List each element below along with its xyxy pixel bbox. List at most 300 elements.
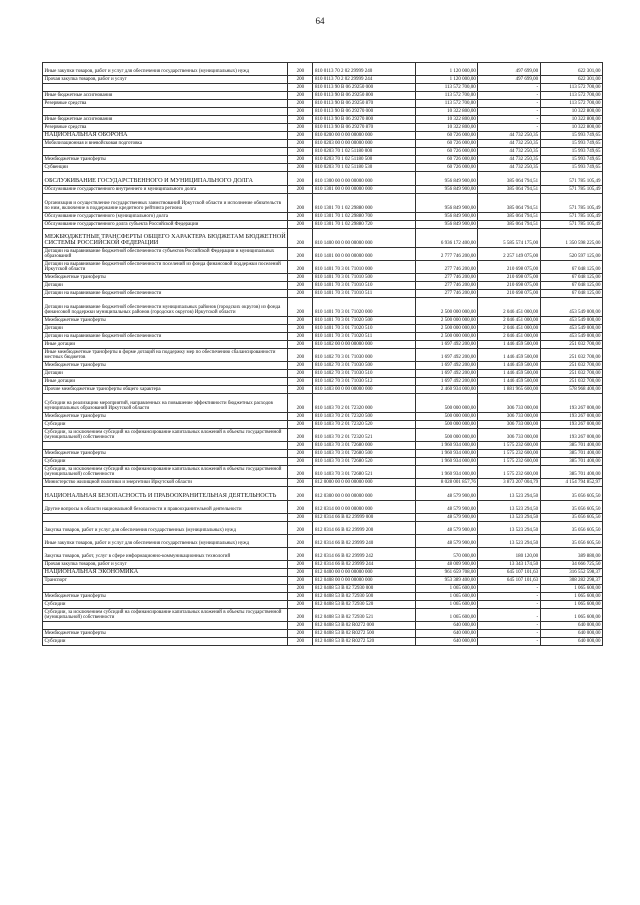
budget-classification-code-cell: 810 1402 70 3 01 71030 500 <box>313 362 416 370</box>
table-row <box>43 298 603 317</box>
executed-amount-cell: 385 064 794,51 <box>478 186 540 194</box>
planned-amount-cell: 277 746 200,00 <box>415 274 477 282</box>
planned-amount-cell: 956 849 900,00 <box>415 186 477 194</box>
admin-code-cell: 200 <box>288 100 313 108</box>
table-row <box>43 466 603 479</box>
row-name-cell: Субсидии на реализацию мероприятий, направленных на повышение эффективности бюджетных расходов муниципальных образований Иркутской области <box>43 394 288 413</box>
admin-code-cell: 200 <box>288 194 313 213</box>
table-row <box>43 282 603 290</box>
executed-amount-cell: 1 446 459 500,00 <box>478 349 540 362</box>
admin-code-cell: 200 <box>288 638 313 646</box>
table-row <box>43 194 603 213</box>
executed-amount-cell: 2 257 149 075,00 <box>478 248 540 261</box>
row-name-cell: Субсидии <box>43 421 288 429</box>
row-name-cell: НАЦИОНАЛЬНАЯ БЕЗОПАСНОСТЬ И ПРАВООХРАНИТЕЛЬНАЯ ДЕЯТЕЛЬНОСТЬ <box>43 487 288 501</box>
budget-classification-code-cell: 812 0408 53 В 02 72930 521 <box>313 609 416 622</box>
remainder-amount-cell: 453 549 000,00 <box>540 317 602 325</box>
remainder-amount-cell: 67 048 125,00 <box>540 274 602 282</box>
admin-code-cell: 200 <box>288 341 313 349</box>
budget-classification-code-cell: 812 0314 66 В 02 29999 240 <box>313 535 416 548</box>
row-name-cell: НАЦИОНАЛЬНАЯ ОБОРОНА <box>43 132 288 140</box>
row-name-cell: Дотации <box>43 370 288 378</box>
row-name-cell <box>43 442 288 450</box>
table-row <box>43 593 603 601</box>
row-name-cell: Иные бюджетные ассигнования <box>43 116 288 124</box>
planned-amount-cell: 956 849 900,00 <box>415 221 477 229</box>
table-row <box>43 522 603 535</box>
planned-amount-cell: 60 726 000,00 <box>415 156 477 164</box>
admin-code-cell: 200 <box>288 140 313 148</box>
remainder-amount-cell: 35 056 605,50 <box>540 487 602 501</box>
executed-amount-cell: 645 107 101,63 <box>478 577 540 585</box>
table-row <box>43 362 603 370</box>
executed-amount-cell: 385 064 794,51 <box>478 213 540 221</box>
admin-code-cell: 200 <box>288 622 313 630</box>
remainder-amount-cell: 251 032 700,00 <box>540 362 602 370</box>
row-name-cell: Обслуживание государственного внутреннего и муниципального долга <box>43 186 288 194</box>
row-name-cell: Прочая закупка товаров, работ и услуг <box>43 76 288 84</box>
planned-amount-cell: 2 460 934 000,00 <box>415 386 477 394</box>
admin-code-cell: 200 <box>288 601 313 609</box>
budget-classification-code-cell: 810 0113 90 В 06 29250 870 <box>313 100 416 108</box>
planned-amount-cell: 1 065 600,00 <box>415 585 477 593</box>
budget-classification-code-cell: 812 0314 00 0 00 00000 000 <box>313 501 416 514</box>
table-row <box>43 100 603 108</box>
table-row <box>43 132 603 140</box>
remainder-amount-cell: 453 549 000,00 <box>540 298 602 317</box>
row-name-cell: Межбюджетные трансферты <box>43 413 288 421</box>
budget-classification-code-cell: 812 0314 66 В 02 29999 200 <box>313 522 416 535</box>
remainder-amount-cell: 1 065 600,00 <box>540 609 602 622</box>
admin-code-cell: 200 <box>288 569 313 577</box>
budget-classification-code-cell: 812 0408 53 В 02 R0272 500 <box>313 630 416 638</box>
row-name-cell: НАЦИОНАЛЬНАЯ ЭКОНОМИКА <box>43 569 288 577</box>
budget-classification-code-cell: 810 1301 00 0 00 00000 000 <box>313 186 416 194</box>
planned-amount-cell: 1 697 492 200,00 <box>415 341 477 349</box>
row-name-cell <box>43 84 288 92</box>
budget-classification-code-cell: 810 1402 70 3 01 71030 000 <box>313 349 416 362</box>
planned-amount-cell: 1 065 600,00 <box>415 593 477 601</box>
row-name-cell <box>43 108 288 116</box>
table-row <box>43 164 603 172</box>
budget-execution-table <box>42 62 603 646</box>
admin-code-cell: 200 <box>288 421 313 429</box>
remainder-amount-cell: 640 000,00 <box>540 638 602 646</box>
planned-amount-cell: 113 572 700,00 <box>415 92 477 100</box>
row-name-cell: Межбюджетные трансферты <box>43 362 288 370</box>
admin-code-cell: 200 <box>288 76 313 84</box>
budget-classification-code-cell: 812 0300 00 0 00 00000 000 <box>313 487 416 501</box>
row-name-cell: Субсидии <box>43 638 288 646</box>
remainder-amount-cell: 622 301,00 <box>540 63 602 76</box>
remainder-amount-cell: 15 993 749,65 <box>540 156 602 164</box>
remainder-amount-cell: 251 032 700,00 <box>540 341 602 349</box>
planned-amount-cell: 2 500 000 000,00 <box>415 298 477 317</box>
budget-classification-code-cell: 810 0203 70 1 02 51180 500 <box>313 156 416 164</box>
budget-classification-code-cell: 812 0000 00 0 00 00000 000 <box>313 479 416 487</box>
executed-amount-cell: - <box>478 92 540 100</box>
row-name-cell: Межбюджетные трансферты <box>43 156 288 164</box>
planned-amount-cell: 48 579 900,00 <box>415 501 477 514</box>
table-row <box>43 370 603 378</box>
remainder-amount-cell: 578 968 400,00 <box>540 386 602 394</box>
executed-amount-cell: 1 446 459 500,00 <box>478 341 540 349</box>
remainder-amount-cell: 34 666 725,50 <box>540 561 602 569</box>
remainder-amount-cell: 389 880,00 <box>540 548 602 561</box>
executed-amount-cell: - <box>478 593 540 601</box>
executed-amount-cell: 5 585 574 175,00 <box>478 229 540 248</box>
remainder-amount-cell: 316 552 598,37 <box>540 569 602 577</box>
admin-code-cell: 200 <box>288 450 313 458</box>
table-row <box>43 548 603 561</box>
executed-amount-cell: - <box>478 601 540 609</box>
row-name-cell <box>43 622 288 630</box>
executed-amount-cell: 497 699,00 <box>478 63 540 76</box>
table-body <box>43 63 603 646</box>
admin-code-cell: 200 <box>288 535 313 548</box>
table-row <box>43 638 603 646</box>
admin-code-cell: 200 <box>288 213 313 221</box>
budget-classification-code-cell: 812 0408 53 В 02 72930 000 <box>313 585 416 593</box>
executed-amount-cell: 2 046 451 000,00 <box>478 317 540 325</box>
table-row <box>43 248 603 261</box>
executed-amount-cell: 44 732 250,35 <box>478 164 540 172</box>
executed-amount-cell: - <box>478 108 540 116</box>
executed-amount-cell: 306 733 000,00 <box>478 429 540 442</box>
admin-code-cell: 200 <box>288 378 313 386</box>
executed-amount-cell: - <box>478 638 540 646</box>
executed-amount-cell: 210 698 075,00 <box>478 261 540 274</box>
executed-amount-cell: 13 343 174,50 <box>478 561 540 569</box>
executed-amount-cell: 1 881 965 600,00 <box>478 386 540 394</box>
executed-amount-cell: 497 699,00 <box>478 76 540 84</box>
remainder-amount-cell: 193 267 000,00 <box>540 429 602 442</box>
table-row <box>43 92 603 100</box>
row-name-cell <box>43 148 288 156</box>
table-row <box>43 290 603 298</box>
admin-code-cell: 200 <box>288 487 313 501</box>
table-row <box>43 76 603 84</box>
budget-classification-code-cell: 812 0314 66 В 02 29999 244 <box>313 561 416 569</box>
remainder-amount-cell: 251 032 700,00 <box>540 370 602 378</box>
row-name-cell: Прочие межбюджетные трансферты общего характера <box>43 386 288 394</box>
row-name-cell: Резервные средства <box>43 124 288 132</box>
admin-code-cell: 200 <box>288 282 313 290</box>
executed-amount-cell: 306 733 000,00 <box>478 413 540 421</box>
remainder-amount-cell: 1 065 600,00 <box>540 585 602 593</box>
executed-amount-cell: 210 698 075,00 <box>478 274 540 282</box>
planned-amount-cell: 2 500 000 000,00 <box>415 317 477 325</box>
table-row <box>43 458 603 466</box>
budget-classification-code-cell: 810 1401 70 3 01 71020 511 <box>313 333 416 341</box>
planned-amount-cell: 2 777 746 200,00 <box>415 248 477 261</box>
remainder-amount-cell: 453 549 000,00 <box>540 333 602 341</box>
executed-amount-cell: 2 046 451 000,00 <box>478 325 540 333</box>
admin-code-cell: 200 <box>288 413 313 421</box>
remainder-amount-cell: 10 322 800,00 <box>540 108 602 116</box>
planned-amount-cell: 60 726 000,00 <box>415 148 477 156</box>
budget-classification-code-cell: 810 1402 70 3 01 71030 510 <box>313 370 416 378</box>
executed-amount-cell: 210 698 075,00 <box>478 290 540 298</box>
budget-classification-code-cell: 810 0203 70 1 02 51180 530 <box>313 164 416 172</box>
planned-amount-cell: 1 960 934 000,00 <box>415 450 477 458</box>
remainder-amount-cell: 385 701 400,00 <box>540 442 602 450</box>
planned-amount-cell: 1 960 934 000,00 <box>415 458 477 466</box>
admin-code-cell: 200 <box>288 63 313 76</box>
budget-classification-code-cell: 812 0314 66 В 02 29999 242 <box>313 548 416 561</box>
admin-code-cell: 200 <box>288 593 313 601</box>
row-name-cell: Субсидии <box>43 458 288 466</box>
remainder-amount-cell: 453 549 000,00 <box>540 325 602 333</box>
remainder-amount-cell: 35 056 605,50 <box>540 522 602 535</box>
budget-classification-code-cell: 810 1403 70 2 01 72320 520 <box>313 421 416 429</box>
row-name-cell: МЕЖБЮДЖЕТНЫЕ ТРАНСФЕРТЫ ОБЩЕГО ХАРАКТЕРА БЮДЖЕТАМ БЮДЖЕТНОЙ СИСТЕМЫ РОССИЙСКОЙ ФЕДЕРАЦИИ <box>43 229 288 248</box>
admin-code-cell: 200 <box>288 514 313 522</box>
table-row <box>43 487 603 501</box>
table-row <box>43 172 603 186</box>
remainder-amount-cell: 193 267 000,00 <box>540 421 602 429</box>
executed-amount-cell: 180 120,00 <box>478 548 540 561</box>
planned-amount-cell: 1 697 492 200,00 <box>415 378 477 386</box>
budget-classification-code-cell: 810 1301 70 1 02 29880 720 <box>313 221 416 229</box>
table-row <box>43 630 603 638</box>
remainder-amount-cell: 640 000,00 <box>540 622 602 630</box>
table-row <box>43 429 603 442</box>
executed-amount-cell: 1 446 459 500,00 <box>478 362 540 370</box>
row-name-cell: Иные закупки товаров, работ и услуг для обеспечения государственных (муниципальных) нужд <box>43 535 288 548</box>
planned-amount-cell: 2 500 000 000,00 <box>415 333 477 341</box>
executed-amount-cell: 645 107 101,63 <box>478 569 540 577</box>
table-row <box>43 229 603 248</box>
budget-classification-code-cell: 812 0408 53 В 02 72930 500 <box>313 593 416 601</box>
budget-classification-code-cell: 810 1401 70 3 01 71020 000 <box>313 298 416 317</box>
table-row <box>43 378 603 386</box>
executed-amount-cell: 385 064 794,51 <box>478 172 540 186</box>
row-name-cell: Дотации на выравнивание бюджетной обеспеченности <box>43 333 288 341</box>
executed-amount-cell: 2 046 451 000,00 <box>478 333 540 341</box>
executed-amount-cell: 385 064 794,51 <box>478 194 540 213</box>
planned-amount-cell: 953 389 400,00 <box>415 577 477 585</box>
planned-amount-cell: 2 500 000 000,00 <box>415 325 477 333</box>
table-row <box>43 274 603 282</box>
admin-code-cell: 200 <box>288 501 313 514</box>
planned-amount-cell: 640 000,00 <box>415 630 477 638</box>
row-name-cell: Обслуживание государственного (муниципального) долга <box>43 213 288 221</box>
row-name-cell <box>43 585 288 593</box>
row-name-cell: Субсидии <box>43 601 288 609</box>
planned-amount-cell: 277 746 200,00 <box>415 282 477 290</box>
budget-classification-code-cell: 810 1401 70 3 01 71010 511 <box>313 290 416 298</box>
table-row <box>43 601 603 609</box>
planned-amount-cell: 1 697 492 200,00 <box>415 370 477 378</box>
planned-amount-cell: 500 000 000,00 <box>415 394 477 413</box>
row-name-cell: Дотации <box>43 325 288 333</box>
remainder-amount-cell: 35 056 605,50 <box>540 535 602 548</box>
remainder-amount-cell: 571 785 105,49 <box>540 172 602 186</box>
admin-code-cell: 200 <box>288 585 313 593</box>
planned-amount-cell: 113 572 700,00 <box>415 84 477 92</box>
planned-amount-cell: 48 579 900,00 <box>415 535 477 548</box>
table-row <box>43 333 603 341</box>
executed-amount-cell: - <box>478 124 540 132</box>
admin-code-cell: 200 <box>288 248 313 261</box>
row-name-cell: Иные закупки товаров, работ и услуг для обеспечения государственных (муниципальных) нужд <box>43 63 288 76</box>
table-row <box>43 577 603 585</box>
row-name-cell: Субсидии, за исключением субсидий на софинансирование капитальных вложений в объекты государственной (муниципальной) собственности <box>43 466 288 479</box>
remainder-amount-cell: 622 301,00 <box>540 76 602 84</box>
budget-classification-code-cell: 812 0408 53 В 02 R0272 000 <box>313 622 416 630</box>
admin-code-cell: 200 <box>288 370 313 378</box>
executed-amount-cell: 1 575 232 600,00 <box>478 458 540 466</box>
remainder-amount-cell: 251 032 700,00 <box>540 378 602 386</box>
remainder-amount-cell: 193 267 000,00 <box>540 394 602 413</box>
row-name-cell: Межбюджетные трансферты <box>43 317 288 325</box>
table-row <box>43 622 603 630</box>
planned-amount-cell: 48 579 900,00 <box>415 514 477 522</box>
executed-amount-cell: 3 873 207 004,79 <box>478 479 540 487</box>
planned-amount-cell: 113 572 700,00 <box>415 100 477 108</box>
row-name-cell: Межбюджетные трансферты <box>43 450 288 458</box>
executed-amount-cell: 13 523 294,50 <box>478 535 540 548</box>
budget-classification-code-cell: 812 0400 00 0 00 00000 000 <box>313 569 416 577</box>
executed-amount-cell: 13 523 294,50 <box>478 514 540 522</box>
row-name-cell: Межбюджетные трансферты <box>43 630 288 638</box>
executed-amount-cell: 1 446 459 500,00 <box>478 370 540 378</box>
remainder-amount-cell: 10 322 800,00 <box>540 124 602 132</box>
admin-code-cell: 200 <box>288 442 313 450</box>
executed-amount-cell: - <box>478 585 540 593</box>
executed-amount-cell: 385 064 794,51 <box>478 221 540 229</box>
planned-amount-cell: 6 936 172 400,00 <box>415 229 477 248</box>
table-row <box>43 609 603 622</box>
executed-amount-cell: - <box>478 100 540 108</box>
remainder-amount-cell: 1 065 600,00 <box>540 601 602 609</box>
remainder-amount-cell: 113 572 700,00 <box>540 84 602 92</box>
table-row <box>43 84 603 92</box>
admin-code-cell: 200 <box>288 229 313 248</box>
budget-classification-code-cell: 810 0113 90 В 06 29250 000 <box>313 84 416 92</box>
executed-amount-cell: 13 523 294,50 <box>478 522 540 535</box>
executed-amount-cell: - <box>478 84 540 92</box>
remainder-amount-cell: 385 701 400,00 <box>540 450 602 458</box>
row-name-cell: ОБСЛУЖИВАНИЕ ГОСУДАРСТВЕННОГО И МУНИЦИПАЛЬНОГО ДОЛГА <box>43 172 288 186</box>
remainder-amount-cell: 571 785 105,49 <box>540 194 602 213</box>
admin-code-cell: 200 <box>288 479 313 487</box>
table-row <box>43 501 603 514</box>
table-row <box>43 585 603 593</box>
admin-code-cell: 200 <box>288 362 313 370</box>
remainder-amount-cell: 15 993 749,65 <box>540 132 602 140</box>
remainder-amount-cell: 15 993 749,65 <box>540 164 602 172</box>
table-row <box>43 221 603 229</box>
admin-code-cell: 200 <box>288 386 313 394</box>
budget-classification-code-cell: 810 0113 90 В 06 29270 000 <box>313 108 416 116</box>
table-row <box>43 116 603 124</box>
admin-code-cell: 200 <box>288 132 313 140</box>
executed-amount-cell: - <box>478 116 540 124</box>
row-name-cell: Межбюджетные трансферты <box>43 274 288 282</box>
row-name-cell: Прочая закупка товаров, работ и услуг <box>43 561 288 569</box>
remainder-amount-cell: 571 785 105,49 <box>540 213 602 221</box>
admin-code-cell: 200 <box>288 108 313 116</box>
row-name-cell: Закупка товаров, работ, услуг в сфере информационно-коммуникационных технологий <box>43 548 288 561</box>
row-name-cell: Иные межбюджетные трансферты в форме дотаций на поддержку мер по обеспечению сбалансированности местных бюджетов <box>43 349 288 362</box>
planned-amount-cell: 60 726 000,00 <box>415 164 477 172</box>
executed-amount-cell: 44 732 250,35 <box>478 132 540 140</box>
admin-code-cell: 200 <box>288 261 313 274</box>
executed-amount-cell: 2 046 451 000,00 <box>478 298 540 317</box>
admin-code-cell: 200 <box>288 290 313 298</box>
budget-classification-code-cell: 810 0113 90 В 06 29250 800 <box>313 92 416 100</box>
budget-classification-code-cell: 810 1401 70 3 01 71010 510 <box>313 282 416 290</box>
planned-amount-cell: 500 000 000,00 <box>415 429 477 442</box>
executed-amount-cell: 13 523 294,50 <box>478 501 540 514</box>
budget-classification-code-cell: 812 0408 53 В 02 R0272 520 <box>313 638 416 646</box>
admin-code-cell: 200 <box>288 522 313 535</box>
remainder-amount-cell: 640 000,00 <box>540 630 602 638</box>
admin-code-cell: 200 <box>288 325 313 333</box>
table-row <box>43 63 603 76</box>
table-row <box>43 569 603 577</box>
planned-amount-cell: 48 579 900,00 <box>415 487 477 501</box>
planned-amount-cell: 48 579 900,00 <box>415 522 477 535</box>
budget-classification-code-cell: 810 0113 70 2 02 29999 244 <box>313 76 416 84</box>
admin-code-cell: 200 <box>288 333 313 341</box>
budget-classification-code-cell: 810 0113 90 В 06 29270 870 <box>313 124 416 132</box>
row-name-cell: Иные бюджетные ассигнования <box>43 92 288 100</box>
planned-amount-cell: 1 697 492 200,00 <box>415 349 477 362</box>
table-row <box>43 317 603 325</box>
planned-amount-cell: 277 746 200,00 <box>415 261 477 274</box>
budget-classification-code-cell: 810 1403 70 3 01 72680 500 <box>313 450 416 458</box>
admin-code-cell: 200 <box>288 577 313 585</box>
table-row <box>43 535 603 548</box>
budget-classification-code-cell: 812 0408 00 0 00 00000 000 <box>313 577 416 585</box>
budget-classification-code-cell: 810 1403 70 2 01 72320 000 <box>313 394 416 413</box>
planned-amount-cell: 1 960 934 000,00 <box>415 466 477 479</box>
planned-amount-cell: 956 849 900,00 <box>415 194 477 213</box>
budget-classification-code-cell: 810 0203 70 1 02 51180 000 <box>313 148 416 156</box>
row-name-cell: Иные дотации <box>43 378 288 386</box>
row-name-cell: Дотации на выравнивание бюджетной обеспеченности поселений из фонда финансовой поддержки поселений Иркутской области <box>43 261 288 274</box>
planned-amount-cell: 1 120 000,00 <box>415 76 477 84</box>
budget-classification-code-cell: 812 0408 53 В 02 72930 520 <box>313 601 416 609</box>
remainder-amount-cell: 10 322 800,00 <box>540 116 602 124</box>
planned-amount-cell: 500 000 000,00 <box>415 421 477 429</box>
remainder-amount-cell: 15 993 749,65 <box>540 148 602 156</box>
budget-classification-code-cell: 810 1401 70 3 01 71010 500 <box>313 274 416 282</box>
executed-amount-cell: 13 523 294,50 <box>478 487 540 501</box>
budget-classification-code-cell: 810 1403 00 0 00 00000 000 <box>313 386 416 394</box>
remainder-amount-cell: 571 785 105,49 <box>540 221 602 229</box>
row-name-cell: Резервные средства <box>43 100 288 108</box>
budget-classification-code-cell: 810 1401 70 3 01 71020 500 <box>313 317 416 325</box>
admin-code-cell: 200 <box>288 148 313 156</box>
budget-classification-code-cell: 810 1401 70 3 01 71020 510 <box>313 325 416 333</box>
admin-code-cell: 200 <box>288 394 313 413</box>
remainder-amount-cell: 113 572 700,00 <box>540 92 602 100</box>
executed-amount-cell: 44 732 250,35 <box>478 148 540 156</box>
budget-classification-code-cell: 810 1301 70 1 02 29880 700 <box>313 213 416 221</box>
admin-code-cell: 200 <box>288 429 313 442</box>
remainder-amount-cell: 15 993 749,65 <box>540 140 602 148</box>
admin-code-cell: 200 <box>288 116 313 124</box>
admin-code-cell: 200 <box>288 466 313 479</box>
table-row <box>43 450 603 458</box>
table-row <box>43 561 603 569</box>
planned-amount-cell: 1 065 600,00 <box>415 601 477 609</box>
budget-classification-code-cell: 810 0113 90 В 06 29270 800 <box>313 116 416 124</box>
